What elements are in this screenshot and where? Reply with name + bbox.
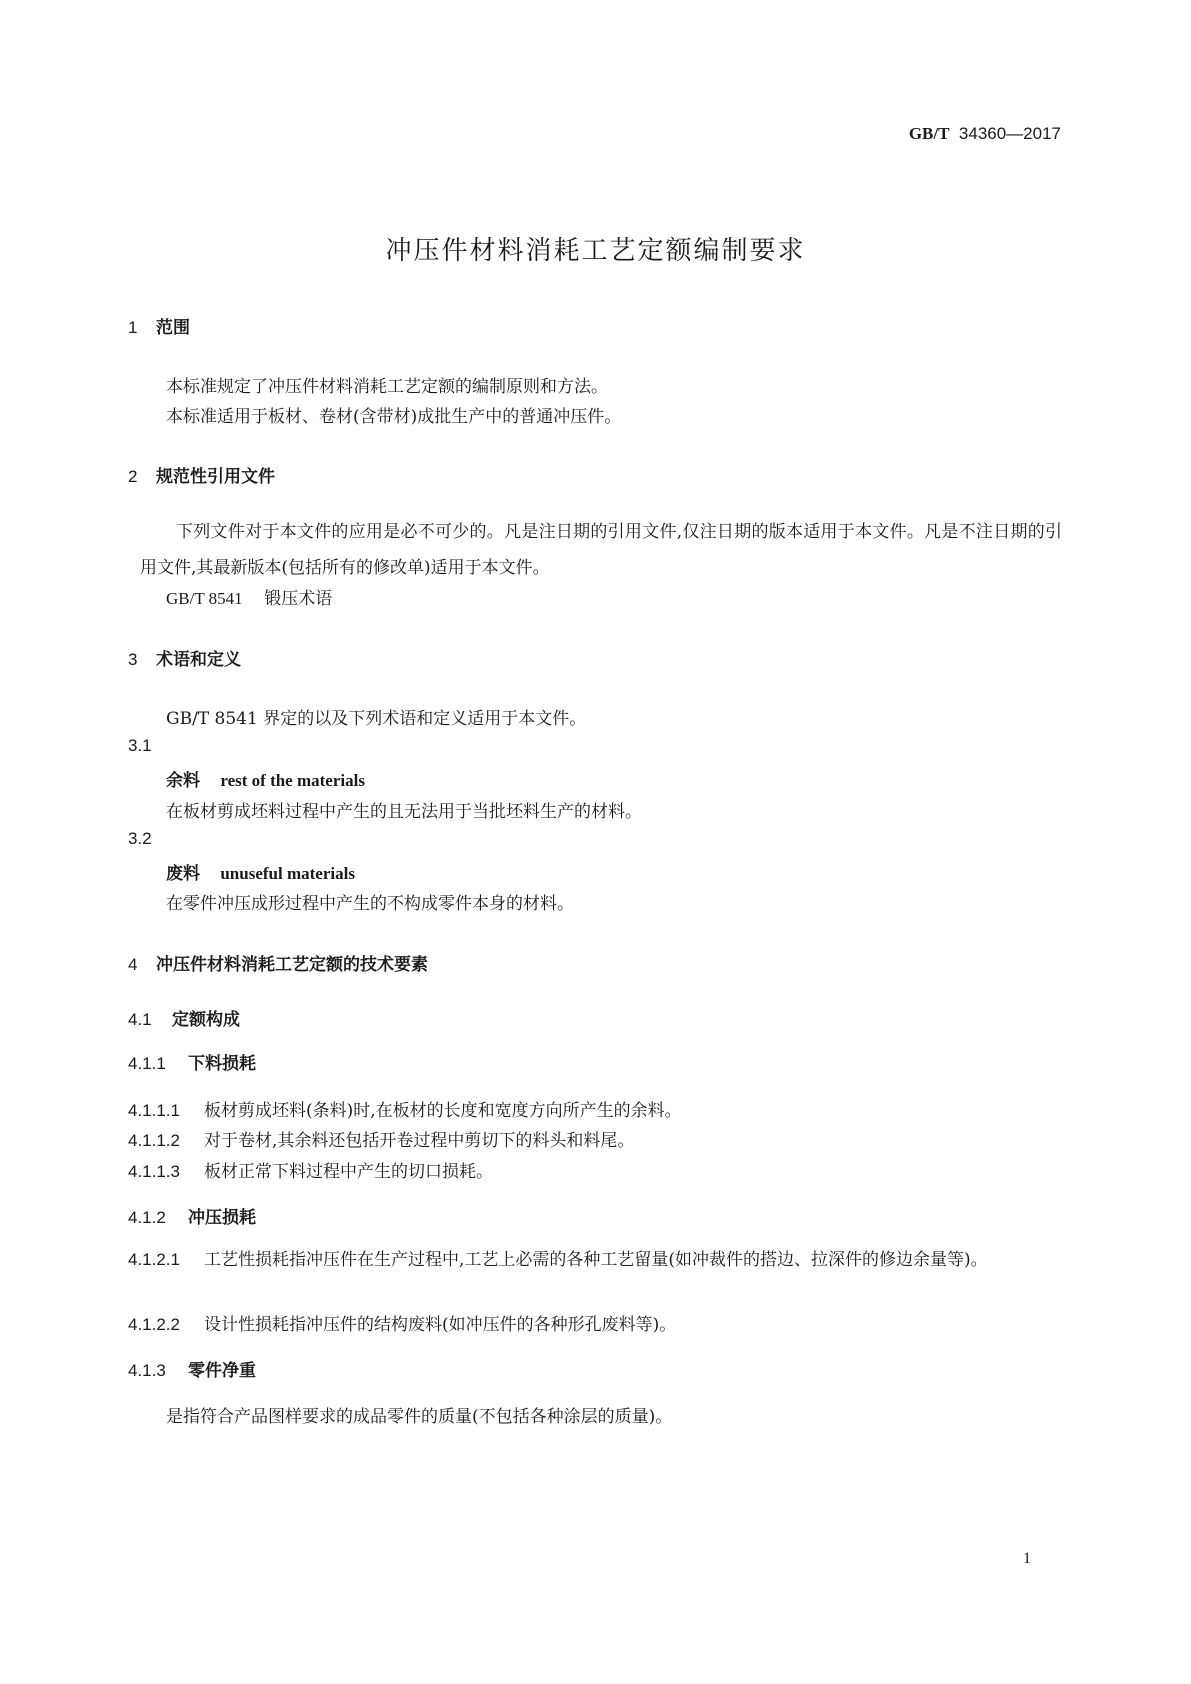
section-4-heading: 4 冲压件材料消耗工艺定额的技术要素 [128, 955, 428, 975]
section-4-1-3-heading: 4.1.3 零件净重 [128, 1361, 256, 1381]
term-3-2-heading: 废料 unuseful materials [166, 864, 355, 884]
normative-reference: GB/T 8541 锻压术语 [166, 589, 333, 609]
section-4-1-1-heading: 4.1.1 下料损耗 [128, 1054, 256, 1074]
section-2-heading: 2 规范性引用文件 [128, 467, 275, 487]
clause-4-1-1-1: 4.1.1.1 板材剪成坯料(条料)时,在板材的长度和宽度方向所产生的余料。 [128, 1101, 682, 1121]
section-4-1-heading: 4.1 定额构成 [128, 1010, 240, 1030]
clause-4-1-1-2: 4.1.1.2 对于卷材,其余料还包括开卷过程中剪切下的料头和料尾。 [128, 1131, 635, 1151]
section-3-paragraph: GB/T 8541 界定的以及下列术语和定义适用于本文件。 [166, 709, 587, 729]
clause-4-1-1-3: 4.1.1.3 板材正常下料过程中产生的切口损耗。 [128, 1162, 493, 1182]
standard-code: GB/T 34360—2017 [908, 124, 1061, 143]
clause-4-1-2-1: 4.1.2.1 工艺性损耗指冲压件在生产过程中,工艺上必需的各种工艺留量(如冲裁件的搭边、拉深件的修边余量等)。 [128, 1250, 988, 1270]
section-3-heading: 3 术语和定义 [128, 650, 241, 670]
section-1-paragraph-1: 本标准规定了冲压件材料消耗工艺定额的编制原则和方法。 [166, 377, 608, 397]
document-title: 冲压件材料消耗工艺定额编制要求 [385, 236, 806, 266]
term-3-2-number: 3.2 [128, 829, 152, 848]
section-4-1-2-heading: 4.1.2 冲压损耗 [128, 1208, 256, 1228]
term-3-1-heading: 余料 rest of the materials [166, 771, 365, 791]
section-2-paragraph: 下列文件对于本文件的应用是必不可少的。凡是注日期的引用文件,仅注日期的版本适用于本文件。凡是不注日期的引用文件,其最新版本(包括所有的修改单)适用于本文件。 [140, 522, 1062, 578]
term-3-1-definition: 在板材剪成坯料过程中产生的且无法用于当批坯料生产的材料。 [166, 802, 642, 822]
term-3-2-definition: 在零件冲压成形过程中产生的不构成零件本身的材料。 [166, 894, 574, 914]
section-4-1-3-paragraph: 是指符合产品图样要求的成品零件的质量(不包括各种涂层的质量)。 [166, 1407, 673, 1427]
clause-4-1-2-2: 4.1.2.2 设计性损耗指冲压件的结构废料(如冲压件的各种形孔废料等)。 [128, 1315, 677, 1335]
section-1-paragraph-2: 本标准适用于板材、卷材(含带材)成批生产中的普通冲压件。 [166, 407, 622, 427]
section-1-heading: 1 范围 [128, 318, 190, 338]
term-3-1-number: 3.1 [128, 736, 152, 755]
page-number: 1 [1023, 1550, 1031, 1567]
